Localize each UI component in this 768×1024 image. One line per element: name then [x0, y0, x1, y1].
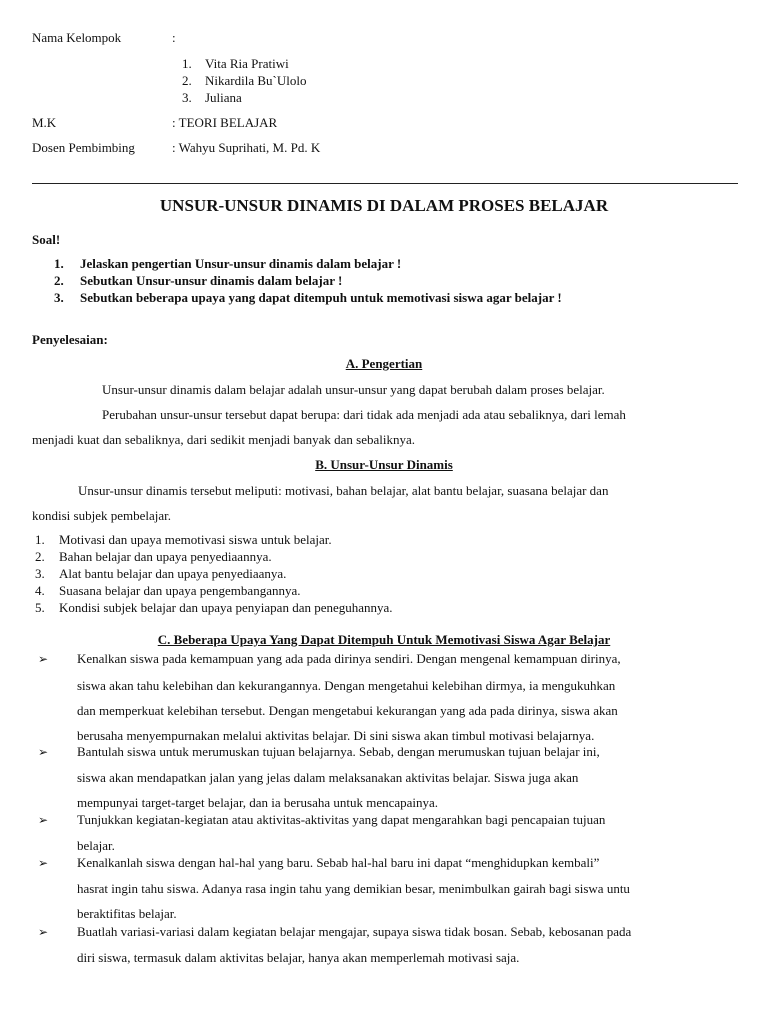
mk-label: M.K: [32, 115, 57, 130]
bullet-line: dan memperkuat kelebihan tersebut. Dengan mengetabui kekurangan yang ada pada dirinya, siswa akan: [77, 703, 618, 718]
dosen-label: Dosen Pembimbing: [32, 140, 135, 155]
horizontal-rule: [32, 183, 738, 184]
dosen-value: : Wahyu Suprihati, M. Pd. K: [172, 140, 321, 155]
member-name: Vita Ria Pratiwi: [205, 56, 289, 71]
member-number: 2.: [182, 73, 192, 88]
soal-number: 3.: [54, 290, 64, 305]
bullet-line: Bantulah siswa untuk merumuskan tujuan belajarnya. Sebab, dengan merumuskan tujuan belajar ini,: [77, 744, 600, 759]
member-name: Nikardila Bu`Ulolo: [205, 73, 307, 88]
list-item: Bahan belajar dan upaya penyediaannya.: [59, 549, 272, 564]
bullet-line: Kenalkanlah siswa dengan hal-hal yang baru. Sebab hal-hal baru ini dapat “menghidupkan kembali”: [77, 855, 600, 870]
member-number: 3.: [182, 90, 192, 105]
bullet-line: berusaha menyempurnakan melalui aktivitas belajar. Di sini siswa akan timbul motivasi belajarnya.: [77, 728, 595, 743]
section-b-heading: B. Unsur-Unsur Dinamis: [315, 457, 453, 472]
section-a-paragraph: Unsur-unsur dinamis dalam belajar adalah unsur-unsur yang dapat berubah dalam proses belajar.: [102, 382, 605, 397]
soal-item: Sebutkan beberapa upaya yang dapat ditempuh untuk memotivasi siswa agar belajar !: [80, 290, 562, 305]
mk-value: : TEORI BELAJAR: [172, 115, 278, 130]
section-a-heading: A. Pengertian: [345, 356, 423, 371]
list-item: Suasana belajar dan upaya pengembangannya.: [59, 583, 301, 598]
bullet-line: siswa akan tahu kelebihan dan kekurangannya. Dengan mengetahui kelebihan dirmya, ia mengukuhkan: [77, 678, 616, 693]
bullet-line: hasrat ingin tahu siswa. Adanya rasa ingin tahu yang demikian besar, menimbulkan gairah bagi siswa untu: [77, 881, 630, 896]
bullet-line: Kenalkan siswa pada kemampuan yang ada pada dirinya sendiri. Dengan mengenal kemampuan dirinya,: [77, 651, 621, 666]
bullet-line: beraktifitas belajar.: [77, 906, 177, 921]
member-name: Juliana: [205, 90, 242, 105]
bullet-line: belajar.: [77, 838, 115, 853]
bullet-line: mempunyai target-target belajar, dan ia berusaha untuk mencapainya.: [77, 795, 439, 810]
list-number: 2.: [35, 549, 45, 564]
soal-item: Jelaskan pengertian Unsur-unsur dinamis dalam belajar !: [80, 256, 402, 271]
arrow-bullet-icon: ➢: [38, 856, 49, 870]
member-number: 1.: [182, 56, 192, 71]
bullet-line: Tunjukkan kegiatan-kegiatan atau aktivitas-aktivitas yang dapat mengarahkan bagi pencapaian tujuan: [77, 812, 606, 827]
section-a-paragraph-cont: menjadi kuat dan sebaliknya, dari sedikit menjadi banyak dan sebaliknya.: [32, 432, 416, 447]
group-colon: :: [172, 30, 176, 45]
soal-number: 1.: [54, 256, 64, 271]
section-b-intro: Unsur-unsur dinamis tersebut meliputi: motivasi, bahan belajar, alat bantu belajar, suasana belajar dan: [78, 483, 609, 498]
bullet-line: diri siswa, termasuk dalam aktivitas belajar, hanya akan memperlemah motivasi saja.: [77, 950, 520, 965]
list-item: Kondisi subjek belajar dan upaya penyiapan dan peneguhannya.: [59, 600, 393, 615]
soal-number: 2.: [54, 273, 64, 288]
soal-label: Soal!: [32, 232, 61, 247]
arrow-bullet-icon: ➢: [38, 925, 49, 939]
list-number: 3.: [35, 566, 45, 581]
section-a-paragraph: Perubahan unsur-unsur tersebut dapat berupa: dari tidak ada menjadi ada atau sebaliknya, dari lemah: [102, 407, 626, 422]
list-number: 5.: [35, 600, 45, 615]
soal-item: Sebutkan Unsur-unsur dinamis dalam belajar !: [80, 273, 343, 288]
list-number: 1.: [35, 532, 45, 547]
section-b-intro-cont: kondisi subjek pembelajar.: [32, 508, 172, 523]
section-c-heading: C. Beberapa Upaya Yang Dapat Ditempuh Untuk Memotivasi Siswa Agar Belajar: [157, 632, 611, 647]
bullet-line: siswa akan mendapatkan jalan yang jelas dalam melaksanakan aktivitas belajar. Siswa juga akan: [77, 770, 579, 785]
arrow-bullet-icon: ➢: [38, 745, 49, 759]
group-label: Nama Kelompok: [32, 30, 122, 45]
arrow-bullet-icon: ➢: [38, 652, 49, 666]
list-item: Alat bantu belajar dan upaya penyediaanya.: [59, 566, 287, 581]
bullet-line: Buatlah variasi-variasi dalam kegiatan belajar mengajar, supaya siswa tidak bosan. Sebab, kebosanan pada: [77, 924, 632, 939]
list-number: 4.: [35, 583, 45, 598]
arrow-bullet-icon: ➢: [38, 813, 49, 827]
penyelesaian-label: Penyelesaian:: [32, 332, 108, 347]
list-item: Motivasi dan upaya memotivasi siswa untuk belajar.: [59, 532, 332, 547]
document-title: UNSUR-UNSUR DINAMIS DI DALAM PROSES BELAJAR: [159, 196, 609, 215]
